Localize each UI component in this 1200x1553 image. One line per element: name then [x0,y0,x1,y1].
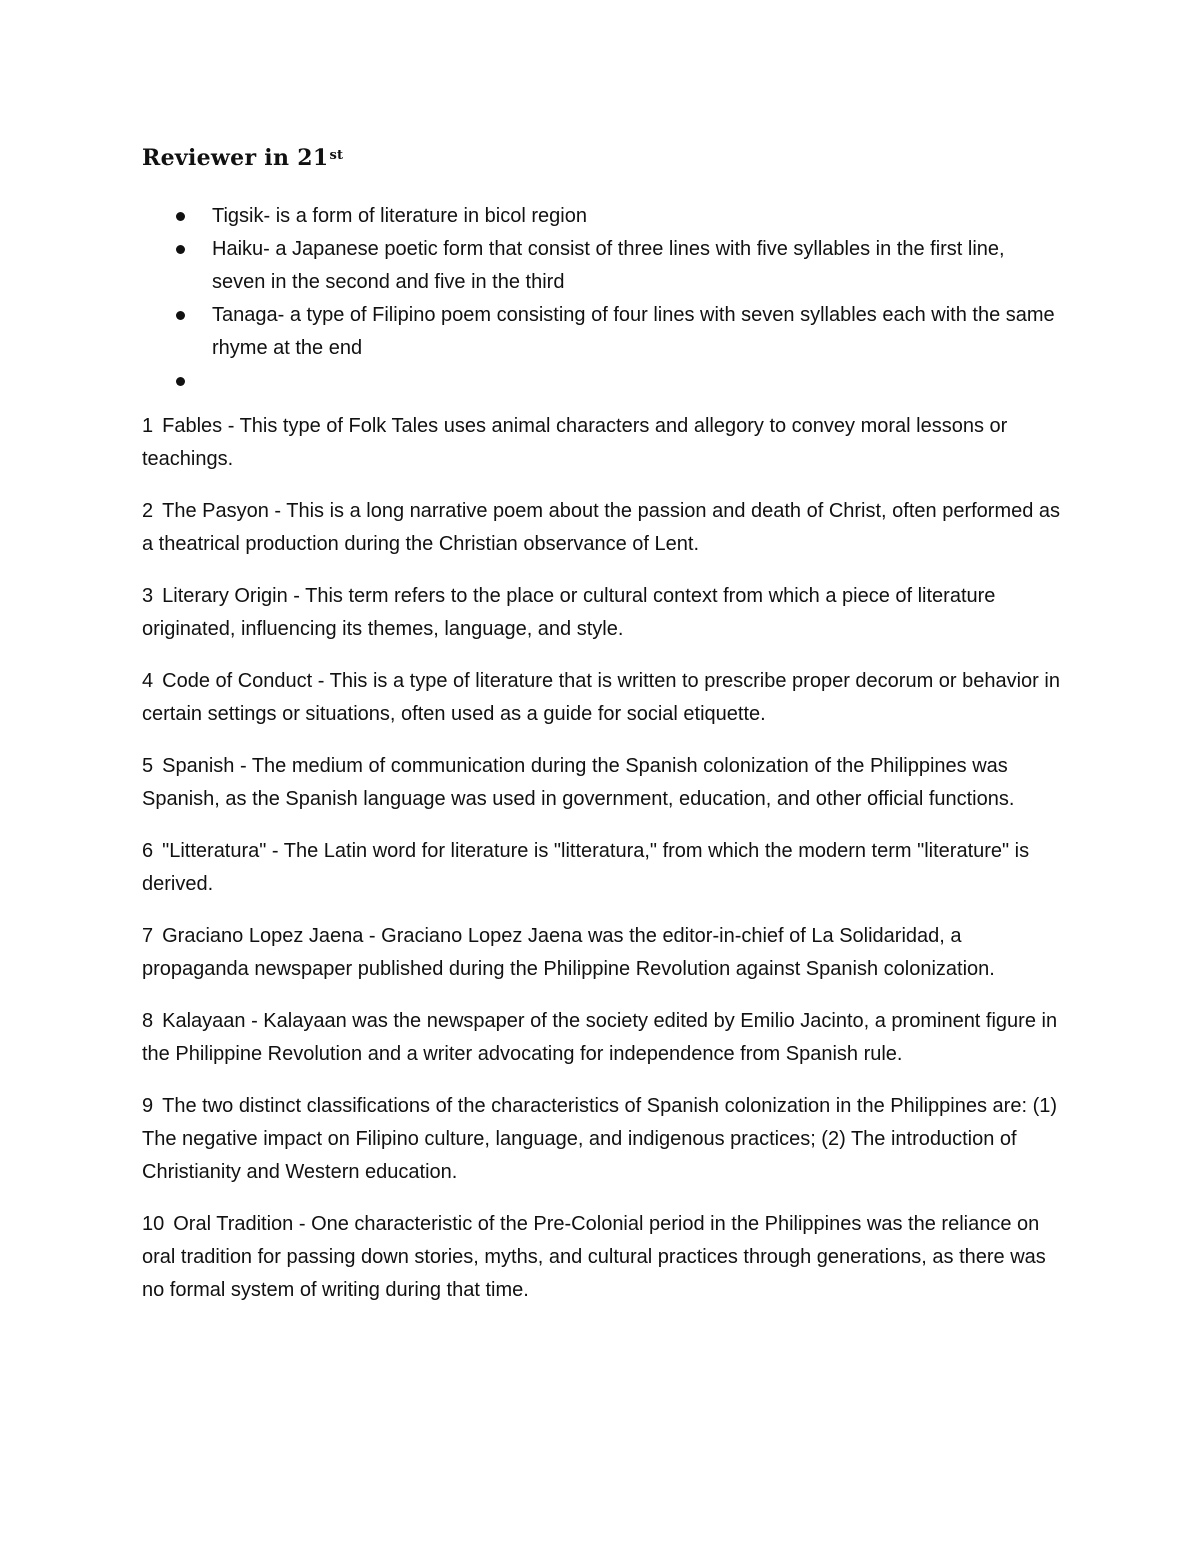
bullet-item [142,365,1062,398]
list-item [142,750,1062,816]
item-number: 2 [142,500,154,522]
list-item [142,920,1062,986]
list-item [142,835,1062,901]
list-item [142,1208,1062,1307]
item-text: Kalayaan - Kalayaan was the newspaper of the society edited by Emilio Jacinto, a prominent figure in the Philippine Revolution and a writer advocating for independence from Spanish rule. [142,1010,1058,1065]
item-text: Literary Origin - This term refers to the place or cultural context from which a piece of literature originated, influencing its themes, language, and style. [142,585,996,640]
item-text: The two distinct classifications of the characteristics of Spanish colonization in the Philippines are: (1) The negative impact on Filipino culture, language, and indigenous practices; (2) The introduction of Christianity and Western education. [142,1095,1058,1183]
list-item [142,1090,1062,1189]
item-number: 9 [142,1095,154,1117]
numbered-list [142,410,1062,1307]
bullet-text: Tanaga- a type of Filipino poem consisting of four lines with seven syllables each with the same rhyme at the end [212,304,1055,359]
bullet-dot-icon [176,212,185,221]
bullet-dot-icon [176,311,185,320]
bullet-text: Haiku- a Japanese poetic form that consist of three lines with five syllables in the first line, seven in the second and five in the third [212,238,1005,293]
item-number: 5 [142,755,154,777]
bullet-item [142,299,1062,365]
item-text: The Pasyon - This is a long narrative poem about the passion and death of Christ, often performed as a theatrical production during the Christian observance of Lent. [142,500,1061,555]
item-number: 1 [142,415,154,437]
list-item [142,1005,1062,1071]
bullet-dot-icon [176,245,185,254]
item-number: 6 [142,840,154,862]
list-item [142,665,1062,731]
bullet-dot-icon [176,377,185,386]
title-text: Reviewer in 21 [142,145,329,171]
document-page [142,138,1062,1326]
list-item [142,410,1062,476]
item-number: 4 [142,670,154,692]
item-text: Graciano Lopez Jaena - Graciano Lopez Jaena was the editor-in-chief of La Solidaridad, a propaganda newspaper published during the Philippine Revolution against Spanish colonization. [142,925,995,980]
bullet-item [142,233,1062,299]
item-number: 8 [142,1010,154,1032]
list-item [142,495,1062,561]
list-item [142,580,1062,646]
item-text: Spanish - The medium of communication during the Spanish colonization of the Philippines was Spanish, as the Spanish language was used in government, education, and other official functions. [142,755,1015,810]
item-text: Code of Conduct - This is a type of literature that is written to prescribe proper decorum or behavior in certain settings or situations, often used as a guide for social etiquette. [142,670,1060,725]
item-text: "Litteratura" - The Latin word for literature is "litteratura," from which the modern term "literature" is derived. [142,840,1030,895]
bullet-list [142,200,1062,398]
bullet-text: Tigsik- is a form of literature in bicol region [212,205,587,227]
title-superscript: st [329,148,344,163]
bullet-item [142,200,1062,233]
document-title [142,138,1062,178]
item-number: 3 [142,585,154,607]
item-number: 10 [142,1213,165,1235]
item-text: Oral Tradition - One characteristic of the Pre-Colonial period in the Philippines was the reliance on oral tradition for passing down stories, myths, and cultural practices through generations, as there was no formal system of writing during that time. [142,1213,1046,1301]
item-text: Fables - This type of Folk Tales uses animal characters and allegory to convey moral lessons or teachings. [142,415,1008,470]
item-number: 7 [142,925,154,947]
